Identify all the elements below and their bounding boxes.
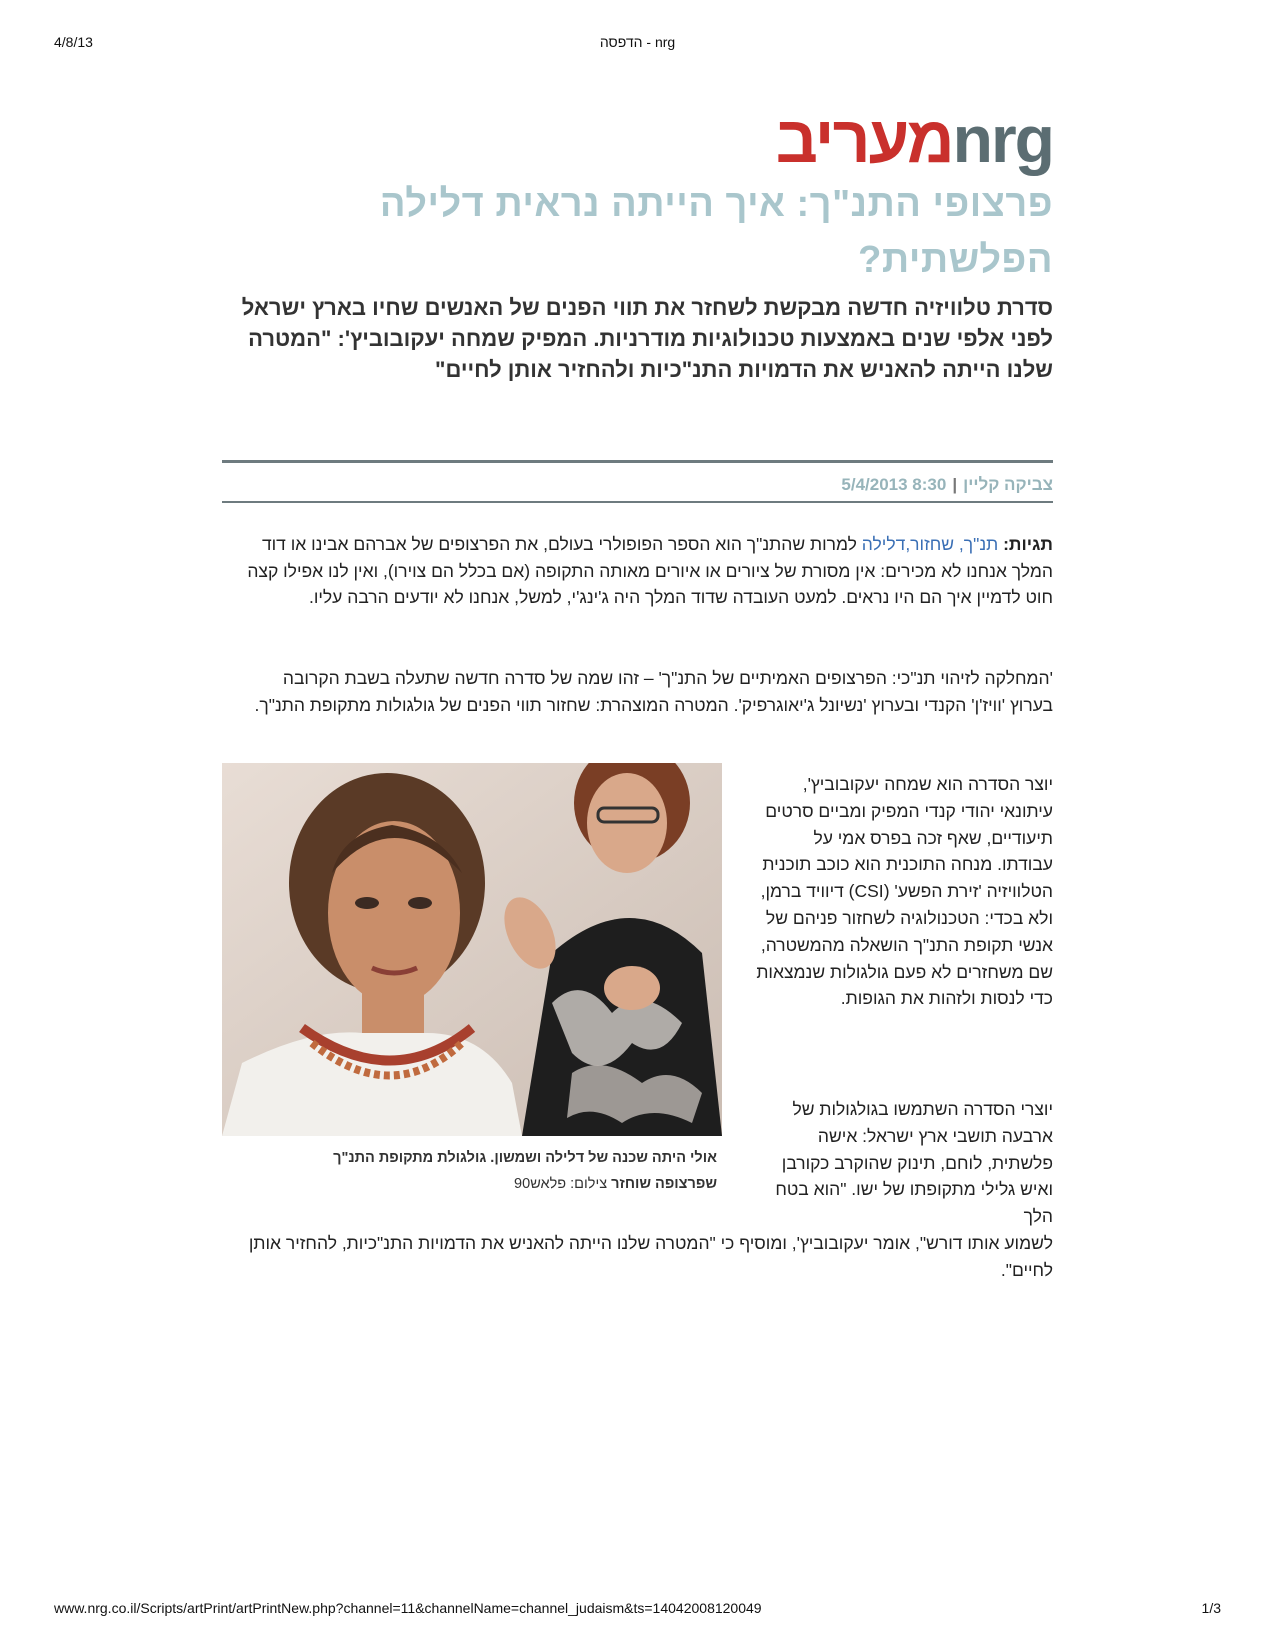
article-title: פרצופי התנ"ך: איך הייתה נראית דלילה הפלשתית?: [379, 183, 1053, 281]
photo-illustration: [222, 763, 722, 1136]
paragraph-4-narrow: יוצרי הסדרה השתמשו בגולגולות של ארבעה תושבי ארץ ישראל: אישה פלשתית, לוחם, תינוק שהוקרב כקורבן ואיש גלילי מתקופתו של ישו. "הוא בטח הלך: [775, 1099, 1053, 1227]
print-page-title: nrg - הדפסה: [599, 34, 676, 50]
paragraph-1-text: למרות שהתנ"ך הוא הספר הפופולרי בעולם, את הפרצופים של אברהם אבינו או דוד המלך אנחנו לא מכירים: אין מסורת של ציורים או איורים מאותה התקופה (אם בכלל הם צוירו), ואין לנו אפילו קצה חוט לדמיין איך הם היו נראים. למעט העובדה שדוד המלך היה ג'ינג'י, למשל, אנחנו לא יודעים הרבה עליו.: [247, 534, 1053, 607]
page-number: 1/3: [1201, 1600, 1221, 1616]
caption-credit: פלאש90: [514, 1176, 567, 1192]
logo-maariv: מעריב: [775, 102, 953, 176]
author-link[interactable]: צביקה קליין: [963, 475, 1053, 494]
tags-links[interactable]: תנ"ך, שחזור,דלילה: [861, 534, 999, 554]
print-date: 4/8/13: [54, 34, 93, 50]
article-photo: [222, 763, 722, 1136]
caption-name: שפרצופה שוחזר: [611, 1176, 717, 1192]
paragraph-4-wide: לשמוע אותו דורש", אומר יעקובוביץ', ומוסיף כי "המטרה שלנו הייתה להאניש את הדמויות התנ"כיות, להחזיר אותן לחיים".: [248, 1232, 1053, 1280]
publish-datetime: 5/4/2013 8:30: [841, 475, 947, 494]
divider-bottom: [222, 501, 1053, 503]
tags-label: תגיות:: [1003, 534, 1053, 554]
print-url: www.nrg.co.il/Scripts/artPrint/artPrintNew.php?channel=11&channelName=channel_judaism&ts=14042008120049: [54, 1600, 762, 1616]
logo-nrg: nrg: [952, 102, 1053, 176]
print-header: [0, 34, 1275, 54]
caption-credit-label: צילום:: [570, 1176, 608, 1192]
caption-text: אולי היתה שכנה של דלילה ושמשון. גולגולת מתקופת התנ"ך: [333, 1150, 717, 1166]
article-subtitle: סדרת טלוויזיה חדשה מבקשת לשחזר את תווי הפנים של האנשים שחיו בארץ ישראל לפני אלפי שנים באמצעות טכנולוגיות מודרניות. המפיק שמחה יעקובוביץ': "המטרה שלנו הייתה להאניש את הדמויות התנ"כיות ולהחזיר אותן לחיים": [241, 295, 1053, 382]
divider-top: [222, 460, 1053, 463]
paragraph-2: 'המחלקה לזיהוי תנ"כי: הפרצופים האמיתיים של התנ"ך' – זהו שמה של סדרה חדשה שתעלה בשבת הקרובה בערוץ 'וויז'ן' הקנדי ובערוץ 'נשיונל ג'יאוגרפיק'. המטרה המוצהרת: שחזור תווי הפנים של גולגולות מתקופת התנ"ך.: [254, 668, 1053, 715]
paragraph-3: יוצר הסדרה הוא שמחה יעקובוביץ', עיתונאי יהודי קנדי המפיק ומביים סרטים תיעודיים, שאף זכה בפרס אמי על עבודתו. מנחה התוכנית הוא כוכב תוכנית הטלוויזיה 'זירת הפשע' (CSI) דיוויד ברמן, ולא בכדי: הטכנולוגיה לשחזור פניהם של אנשי תקופת התנ"ך הושאלה מהמשטרה, שם משחזרים לא פעם גולגולות שנמצאות כדי לנסות ולזהות את הגופות.: [756, 774, 1053, 1009]
nrg-maariv-logo: [776, 104, 1053, 174]
paragraph-4: [243, 1096, 1053, 1284]
byline: [841, 475, 1053, 495]
print-footer: [0, 1600, 1275, 1620]
paragraph-1: [243, 531, 1053, 611]
byline-separator: |: [952, 475, 958, 494]
